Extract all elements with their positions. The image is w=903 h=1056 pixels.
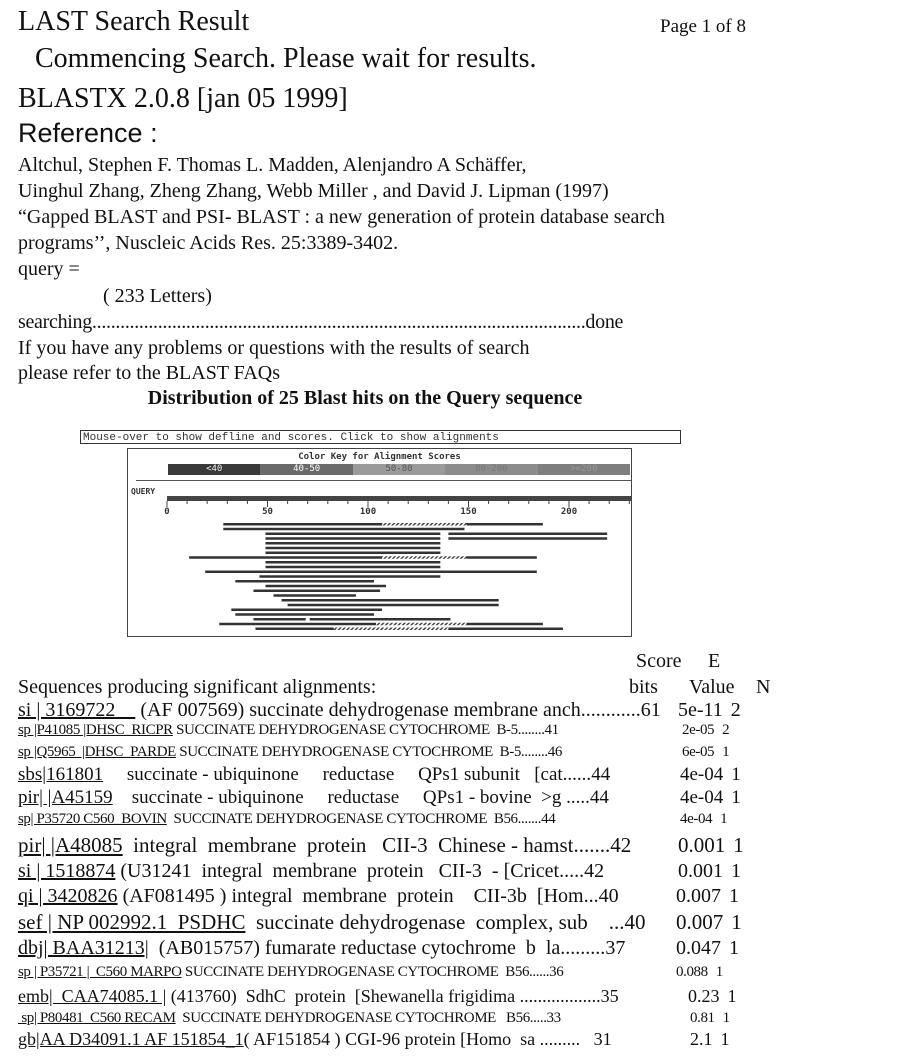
program-version: BLASTX 2.0.8 [jan 05 1999]	[18, 83, 348, 114]
sequence-link[interactable]: emb| CAA74085.1 |	[18, 986, 167, 1006]
help-text: If you have any problems or questions with the results of search	[18, 337, 530, 359]
page-title: LAST Search Result	[18, 6, 250, 37]
table-row	[18, 885, 739, 907]
score-bits[interactable]: 44	[541, 811, 556, 827]
hit-bar[interactable]	[265, 552, 440, 555]
e-value: 0.007	[676, 910, 724, 934]
hit-bar[interactable]	[310, 618, 451, 621]
query-label: query =	[18, 258, 80, 280]
row-main	[18, 699, 672, 721]
score-bits[interactable]: 35	[600, 986, 619, 1006]
hit-distribution-graphic[interactable]	[127, 448, 632, 637]
sequence-link[interactable]: pir| |A45159	[18, 787, 113, 808]
sequence-link[interactable]: gb|AA D34091.1 AF 151854_1	[18, 1029, 244, 1049]
color-key-segment: 40-50	[260, 464, 352, 475]
e-value: 0.001	[678, 833, 726, 857]
row-main	[18, 1030, 684, 1050]
sequence-link[interactable]: sp |Q5965 |DHSC_PARDE	[18, 744, 176, 760]
sequence-link[interactable]: sbs|161801	[18, 764, 104, 785]
table-row	[18, 834, 744, 857]
hit-bar[interactable]	[265, 566, 440, 569]
hit-bar[interactable]	[265, 537, 440, 540]
sequence-link[interactable]: sp| P80481 C560 RECAM	[18, 1010, 176, 1026]
e-value: 0.23	[688, 986, 720, 1006]
hit-bar[interactable]	[265, 533, 440, 536]
row-main	[18, 722, 676, 739]
e-value: 2e-05	[682, 722, 715, 738]
row-main	[18, 765, 674, 786]
sequence-link[interactable]: sp |P41085 |DHSC_RICPR	[18, 722, 173, 738]
color-key-title: Color Key for Alignment Scores	[298, 452, 461, 462]
hit-bar[interactable]	[265, 561, 440, 564]
hit-count: 2	[730, 699, 741, 721]
hit-bar[interactable]	[253, 590, 380, 593]
color-key-segment: <40	[168, 464, 260, 475]
hit-bar[interactable]	[189, 556, 537, 559]
sequence-description: (413760) SdhC protein [Shewanella frigidima ..................	[166, 986, 601, 1006]
hit-map[interactable]	[128, 449, 631, 636]
score-bits[interactable]: 46	[547, 744, 562, 760]
score-bits[interactable]: 33	[546, 1010, 561, 1026]
hit-count: 1	[720, 1029, 730, 1049]
hit-bar[interactable]	[259, 575, 440, 578]
color-key-segment: >=200	[538, 464, 630, 475]
table-row	[18, 1010, 730, 1027]
table-row	[18, 699, 741, 721]
reference-line: Altchul, Stephen F. Thomas L. Madden, Alenjandro A Schäffer,	[18, 154, 527, 176]
hit-bar[interactable]	[205, 571, 537, 574]
sequence-link[interactable]: sp| P35720 C560_BOVIN	[18, 811, 167, 827]
hit-bar[interactable]	[265, 585, 386, 588]
hit-gap-hatch	[382, 556, 466, 559]
e-value: 4e-04	[680, 764, 724, 785]
reference-line: “Gapped BLAST and PSI- BLAST : a new generation of protein database search	[18, 206, 665, 228]
table-row	[18, 788, 741, 809]
e-value: 4e-04	[680, 787, 724, 808]
e-value: 0.047	[676, 937, 721, 959]
sequence-link[interactable]: sef | NP 002992.1 PSDHC	[18, 910, 246, 934]
row-main	[18, 937, 670, 959]
table-row	[18, 860, 741, 882]
sequence-description: SUCCINATE DEHYDROGENASE CYTOCHROME B-5........	[172, 722, 545, 738]
hit-bar[interactable]	[448, 537, 607, 540]
hit-bar[interactable]	[274, 594, 356, 597]
hit-count: 1	[731, 787, 741, 808]
axis-tick-label: 200	[560, 507, 578, 517]
hit-bar[interactable]	[235, 613, 374, 616]
hit-bar[interactable]	[288, 604, 499, 607]
hit-count: 1	[729, 885, 739, 907]
axis-tick-label: 150	[460, 507, 477, 517]
score-bits[interactable]: 36	[549, 964, 564, 980]
sequence-description: succinate - ubiquinone reductase QPs1 subunit [cat......	[103, 764, 592, 785]
sequence-link[interactable]: qi | 3420826	[18, 885, 118, 907]
sequence-link[interactable]: si | 1518874	[18, 860, 116, 882]
hit-gap-hatch	[334, 628, 449, 631]
hit-bar[interactable]	[231, 609, 382, 612]
score-bits[interactable]: 44	[589, 787, 609, 808]
row-main	[18, 788, 674, 809]
score-bits[interactable]: 37	[605, 937, 626, 959]
sequence-description: ( AF151854 ) CGI-96 protein [Homo sa .........	[243, 1029, 594, 1049]
hit-count: 1	[731, 764, 741, 785]
hit-count: 1	[731, 910, 742, 934]
sequence-link[interactable]: pir| |A48085	[18, 833, 123, 857]
e-value: 6e-05	[682, 744, 715, 760]
hit-count: 1	[722, 744, 730, 760]
sequence-description: (U31241 integral membrane protein CII-3 - [Cricet.....	[115, 860, 585, 882]
sequence-description: integral membrane protein CII-3 Chinese - hamst.......	[122, 833, 611, 857]
e-value: 0.81	[690, 1010, 715, 1026]
hit-count: 1	[715, 964, 723, 980]
sequence-description: succinate dehydrogenase complex, sub ...	[245, 910, 625, 934]
e-value: 0.088	[676, 964, 708, 980]
header-sequences: Sequences producing significant alignments:	[18, 676, 377, 698]
row-main	[18, 860, 672, 882]
sequence-description: succinate - ubiquinone reductase QPs1 - bovine >g .....	[112, 787, 590, 808]
row-main	[18, 987, 682, 1007]
score-bits[interactable]: 42	[584, 860, 605, 882]
e-value: 2.1	[690, 1029, 713, 1049]
status-message: Commencing Search. Please wait for results.	[35, 43, 537, 74]
query-label: QUERY	[131, 487, 156, 496]
header-e: E	[708, 650, 721, 672]
query-bar	[167, 496, 631, 501]
hit-bar[interactable]	[282, 599, 499, 602]
header-bits: bits	[629, 676, 658, 698]
row-main	[18, 911, 670, 934]
hit-count: 1	[722, 1010, 730, 1026]
table-row	[18, 911, 742, 934]
sequence-link[interactable]: si | 3169722	[18, 699, 136, 721]
e-value: 0.001	[678, 860, 723, 882]
color-key-segment: 50-80	[353, 464, 445, 475]
axis-tick-label: 0	[164, 507, 170, 517]
score-bits[interactable]: 42	[610, 833, 632, 857]
axis-tick-label: 50	[262, 507, 273, 517]
defline-display-box: Mouse-over to show defline and scores. Click to show alignments	[80, 430, 681, 444]
hit-bar[interactable]	[253, 618, 305, 621]
sequence-description: SUCCINATE DEHYDROGENASE CYTOCHROME B56.......	[166, 811, 542, 827]
score-bits[interactable]: 44	[591, 764, 611, 785]
score-bits[interactable]: 40	[598, 885, 619, 907]
axis-tick-label: 100	[359, 507, 377, 517]
table-row	[18, 937, 739, 959]
hit-count: 1	[733, 833, 744, 857]
color-key-segment: 80-200	[445, 464, 537, 475]
table-row	[18, 722, 729, 739]
e-value: 0.007	[676, 885, 721, 907]
e-value: 4e-04	[680, 811, 713, 827]
hit-count: 1	[729, 937, 739, 959]
hit-bar[interactable]	[265, 542, 440, 545]
query-length: ( 233 Letters)	[103, 285, 212, 307]
sequence-description: (AF081495 ) integral membrane protein CII-3b [Hom...	[117, 885, 599, 907]
row-main	[18, 885, 670, 907]
reference-heading: Reference :	[18, 118, 158, 148]
page-number: Page 1 of 8	[660, 16, 747, 37]
sequence-link[interactable]: sp | P35721 | C560 MARPO	[18, 964, 182, 980]
sequence-description: (AB015757) fumarate reductase cytochrome b la.........	[148, 937, 606, 959]
row-main	[18, 811, 674, 828]
e-value: 5e-11	[678, 699, 723, 721]
reference-line: Uinghul Zhang, Zheng Zhang, Webb Miller , and David J. Lipman (1997)	[18, 180, 609, 202]
row-main	[18, 834, 672, 857]
sequence-description: SUCCINATE DEHYDROGENASE CYTOCHROME B-5........	[175, 744, 548, 760]
sequence-description: SUCCINATE DEHYDROGENASE CYTOCHROME B56......	[181, 964, 550, 980]
hit-count: 1	[727, 986, 737, 1006]
hit-gap-hatch	[382, 523, 466, 526]
hit-bar[interactable]	[265, 547, 440, 550]
header-n: N	[756, 676, 771, 698]
table-row	[18, 811, 727, 828]
hit-bar[interactable]	[223, 528, 464, 531]
header-score: Score	[636, 650, 682, 672]
score-bits[interactable]: 61	[640, 699, 661, 721]
distribution-heading: Distribution of 25 Blast hits on the Query sequence	[147, 387, 583, 409]
table-row	[18, 1030, 730, 1050]
header-value: Value	[689, 676, 735, 698]
sequence-link[interactable]: dbj| BAA31213|	[18, 937, 149, 959]
table-row	[18, 964, 723, 981]
search-progress: searching.........................................................................................................done	[18, 311, 624, 333]
row-main	[18, 744, 676, 761]
hit-count: 1	[731, 860, 741, 882]
reference-line: programs’’, Nuscleic Acids Res. 25:3389-3402.	[18, 232, 399, 254]
table-row	[18, 987, 737, 1007]
hit-count: 2	[722, 722, 730, 738]
row-main	[18, 1010, 684, 1027]
sequence-description: SUCCINATE DEHYDROGENASE CYTOCHROME B56.....	[175, 1010, 547, 1026]
hit-gap-hatch	[376, 623, 466, 626]
help-text-faq[interactable]: please refer to the BLAST FAQs	[18, 362, 280, 384]
sequence-description: (AF 007569) succinate dehydrogenase membrane anch............	[135, 699, 641, 721]
hit-count: 1	[720, 811, 728, 827]
row-main	[18, 964, 670, 981]
hit-bar[interactable]	[235, 580, 374, 583]
score-bits[interactable]: 40	[624, 910, 646, 934]
table-row	[18, 744, 729, 761]
score-bits[interactable]: 31	[593, 1029, 612, 1049]
hit-bar[interactable]	[448, 533, 607, 536]
score-bits[interactable]: 41	[544, 722, 559, 738]
table-row	[18, 765, 741, 786]
